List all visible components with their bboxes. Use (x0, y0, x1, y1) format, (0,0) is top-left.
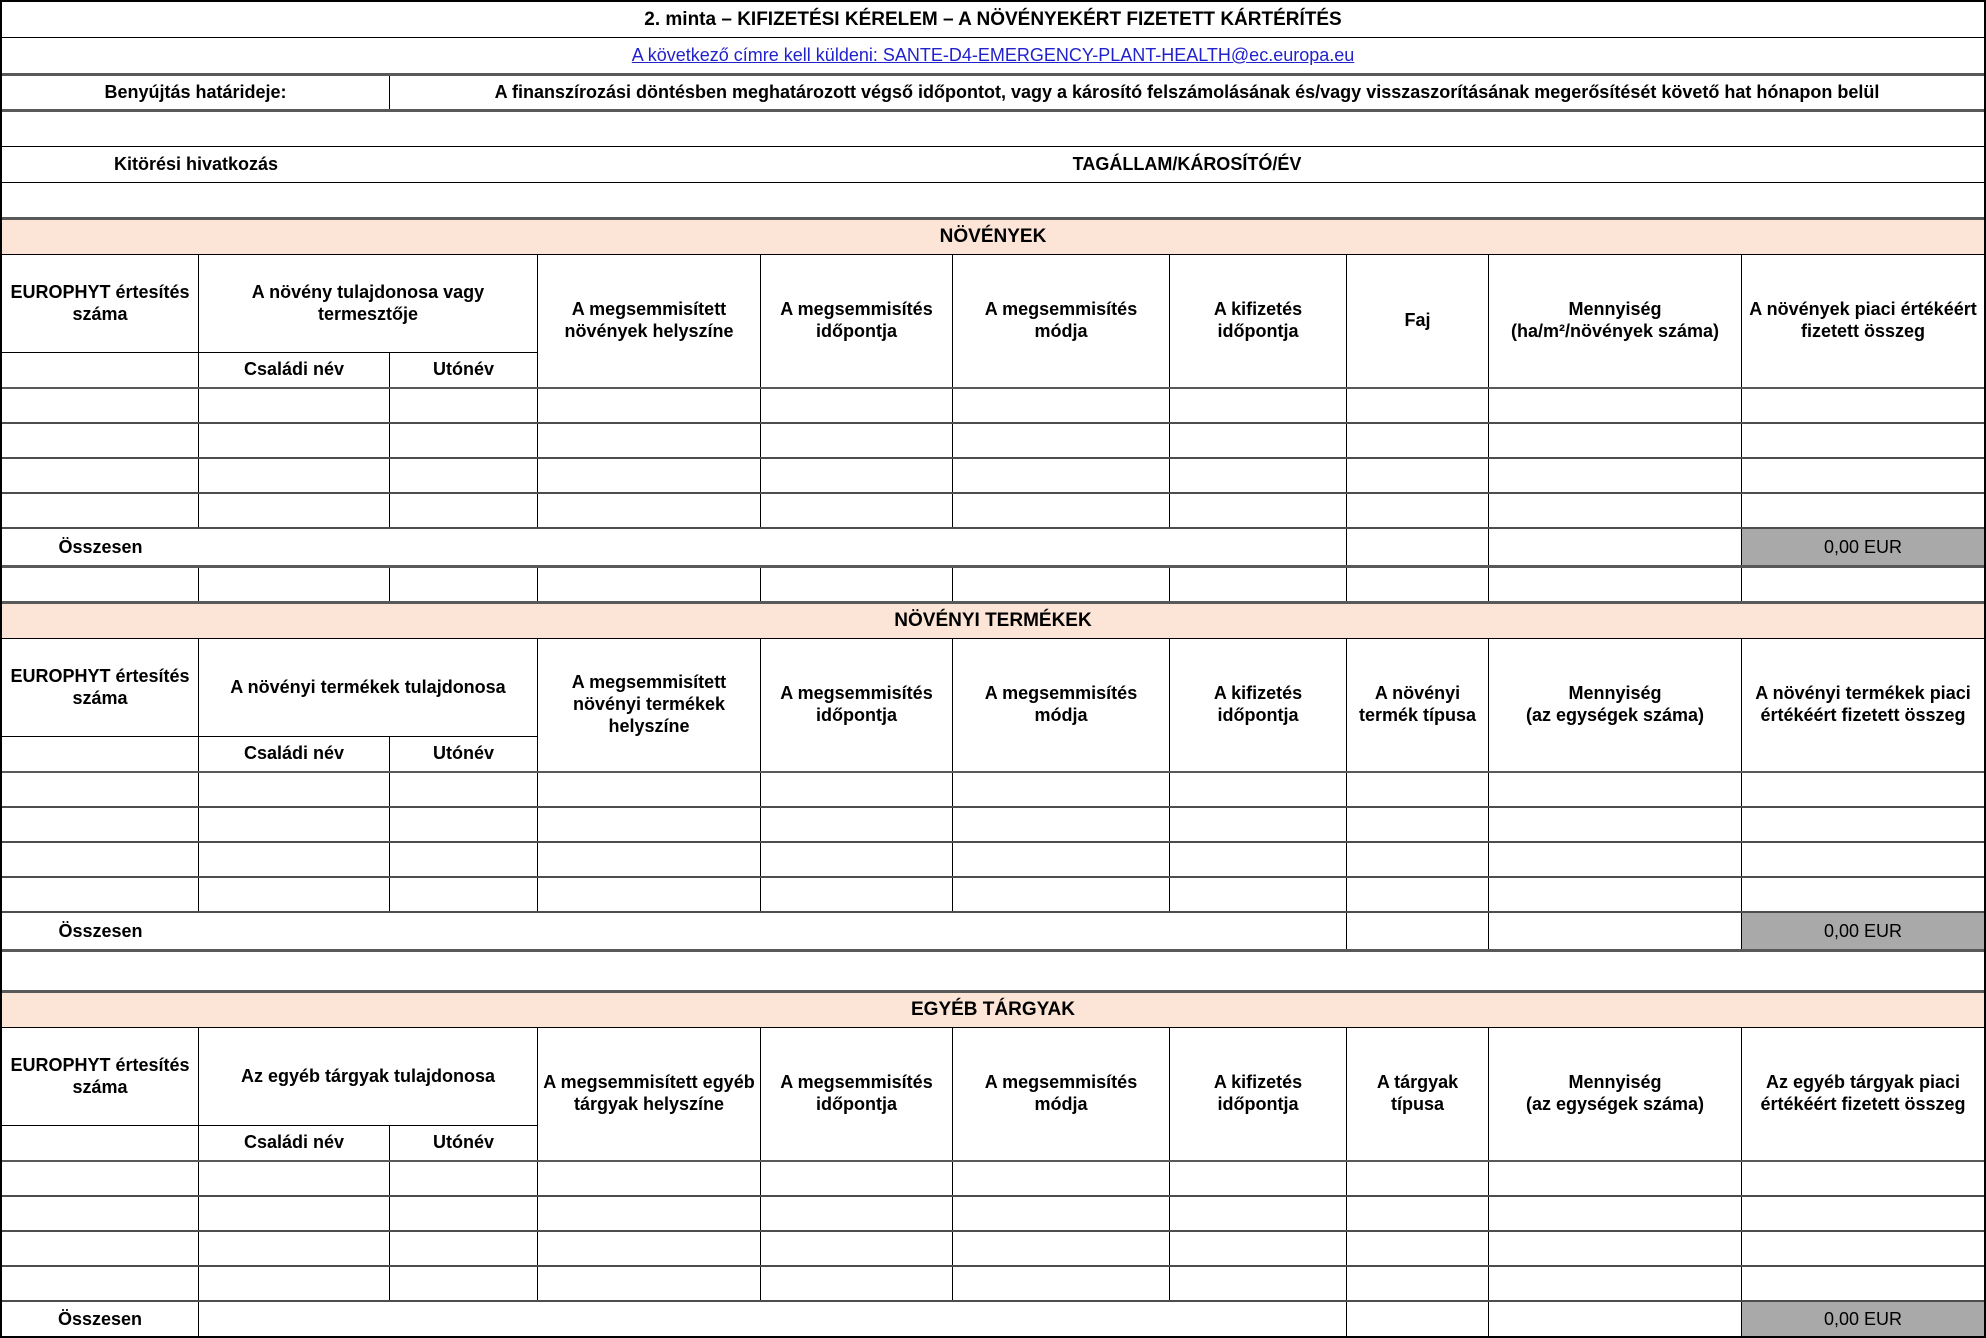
empty-cell[interactable] (1170, 459, 1347, 492)
empty-cell[interactable] (538, 1232, 761, 1265)
empty-cell[interactable] (2, 494, 199, 527)
empty-data-row (2, 1197, 1984, 1232)
empty-cell[interactable] (1489, 1197, 1742, 1230)
col-header-object-type: A tárgyak típusa (1347, 1028, 1489, 1160)
total-empty-cell (1489, 1302, 1742, 1336)
empty-cell[interactable] (199, 389, 390, 422)
empty-cell[interactable] (953, 1197, 1170, 1230)
empty-cell[interactable] (1170, 1267, 1347, 1300)
col-subheader-empty (2, 1126, 199, 1160)
empty-cell[interactable] (538, 843, 761, 876)
empty-cell[interactable] (1742, 389, 1984, 422)
empty-cell[interactable] (1170, 494, 1347, 527)
spacer-row (2, 952, 1984, 993)
empty-cell[interactable] (1489, 424, 1742, 457)
quantity-line2: (az egységek száma) (1525, 1094, 1705, 1114)
spacer-row (2, 112, 1984, 147)
col-header-quantity (1489, 639, 1742, 771)
empty-cell[interactable] (1170, 773, 1347, 806)
deadline-label: Benyújtás határideje: (2, 76, 390, 109)
empty-cell[interactable] (2, 424, 199, 457)
empty-cell[interactable] (761, 878, 953, 911)
empty-cell[interactable] (199, 773, 390, 806)
empty-cell[interactable] (1170, 1197, 1347, 1230)
form-title-row (2, 2, 1984, 38)
empty-data-row (2, 494, 1984, 529)
empty-cell[interactable] (199, 568, 390, 601)
empty-cell[interactable] (1742, 1162, 1984, 1195)
outbreak-reference-label: Kitörési hivatkozás (113, 154, 279, 174)
empty-cell[interactable] (199, 424, 390, 457)
empty-cell[interactable] (1347, 1232, 1489, 1265)
total-empty-cell (1347, 1302, 1489, 1336)
section-title-label: NÖVÉNYI TERMÉKEK (894, 610, 1092, 631)
empty-cell[interactable] (1742, 1232, 1984, 1265)
other-objects-data-rows (2, 1162, 1984, 1302)
empty-cell[interactable] (390, 389, 538, 422)
empty-cell[interactable] (390, 773, 538, 806)
total-label: Összesen (58, 536, 143, 557)
empty-cell[interactable] (953, 568, 1170, 601)
plants-table-header (2, 255, 1984, 389)
empty-cell[interactable] (538, 1162, 761, 1195)
empty-cell[interactable] (953, 1267, 1170, 1300)
section-title-plants (2, 220, 1984, 255)
empty-cell[interactable] (1170, 1232, 1347, 1265)
empty-cell[interactable] (953, 773, 1170, 806)
empty-cell[interactable] (1489, 878, 1742, 911)
empty-cell[interactable] (538, 459, 761, 492)
col-header-quantity (1489, 255, 1742, 387)
member-state-pest-year-label: TAGÁLLAM/KÁROSÍTÓ/ÉV (1072, 154, 1302, 174)
empty-cell[interactable] (538, 1267, 761, 1300)
col-header-payment-date: A kifizetés időpontja (1170, 255, 1347, 387)
empty-cell[interactable] (953, 843, 1170, 876)
empty-cell[interactable] (390, 878, 538, 911)
empty-cell[interactable] (199, 808, 390, 841)
col-subheader-family-name: Családi név (199, 737, 390, 771)
empty-cell[interactable] (1489, 459, 1742, 492)
col-subheader-family-name: Családi név (199, 353, 390, 387)
empty-cell[interactable] (953, 494, 1170, 527)
empty-cell[interactable] (1347, 424, 1489, 457)
empty-cell[interactable] (1742, 878, 1984, 911)
total-spacer-cell (199, 529, 1347, 565)
plant-products-table-header (2, 639, 1984, 773)
col-header-species: Faj (1347, 255, 1489, 387)
empty-cell[interactable] (1170, 843, 1347, 876)
col-header-amount-paid: A növények piaci értékéért fizetett összeg (1749, 299, 1977, 341)
col-header-location: A megsemmisített növények helyszíne (538, 255, 761, 387)
empty-cell[interactable] (1347, 1267, 1489, 1300)
empty-cell[interactable] (538, 568, 761, 601)
col-subheader-given-name: Utónév (390, 737, 538, 771)
empty-cell[interactable] (761, 843, 953, 876)
empty-cell[interactable] (1347, 773, 1489, 806)
empty-cell[interactable] (761, 389, 953, 422)
empty-cell[interactable] (1347, 389, 1489, 422)
col-header-owner: Az egyéb tárgyak tulajdonosa (199, 1028, 538, 1126)
empty-cell[interactable] (953, 1162, 1170, 1195)
section-title-other-objects (2, 993, 1984, 1028)
empty-cell[interactable] (1489, 773, 1742, 806)
empty-cell[interactable] (538, 808, 761, 841)
col-header-destruction-method: A megsemmisítés módja (953, 255, 1170, 387)
empty-cell[interactable] (538, 1197, 761, 1230)
empty-cell[interactable] (761, 1267, 953, 1300)
empty-cell[interactable] (953, 389, 1170, 422)
empty-cell[interactable] (2, 568, 199, 601)
empty-cell[interactable] (761, 1197, 953, 1230)
col-header-location: A megsemmisített növényi termékek helyszíne (538, 639, 761, 771)
total-empty-cell (1489, 529, 1742, 565)
col-header-destruction-date: A megsemmisítés időpontja (761, 1028, 953, 1160)
empty-cell[interactable] (2, 878, 199, 911)
empty-data-row (2, 1162, 1984, 1197)
empty-cell[interactable] (1489, 1267, 1742, 1300)
col-subheader-given-name: Utónév (390, 1126, 538, 1160)
empty-cell[interactable] (538, 878, 761, 911)
empty-cell[interactable] (761, 1162, 953, 1195)
empty-data-row (2, 808, 1984, 843)
total-empty-cell (1347, 529, 1489, 565)
empty-cell[interactable] (953, 808, 1170, 841)
quantity-line1: Mennyiség (1568, 1072, 1662, 1093)
empty-cell[interactable] (761, 1232, 953, 1265)
empty-cell[interactable] (1170, 1162, 1347, 1195)
empty-cell[interactable] (1347, 1162, 1489, 1195)
total-empty-cell (1347, 913, 1489, 949)
quantity-line1: Mennyiség (1568, 299, 1662, 320)
empty-cell[interactable] (2, 773, 199, 806)
send-to-row (2, 38, 1984, 76)
other-objects-total-row (2, 1302, 1984, 1336)
empty-cell[interactable] (1489, 389, 1742, 422)
empty-cell[interactable] (1742, 1197, 1984, 1230)
empty-cell[interactable] (1170, 389, 1347, 422)
empty-cell[interactable] (390, 424, 538, 457)
section-title-plant-products (2, 604, 1984, 639)
empty-cell[interactable] (761, 568, 953, 601)
col-header-amount-paid: A növényi termékek piaci értékéért fizetett összeg (1755, 683, 1971, 725)
col-header-europhyt: EUROPHYT értesítés száma (2, 1028, 199, 1126)
empty-cell[interactable] (1489, 568, 1742, 601)
deadline-text: A finanszírozási döntésben meghatározott végső időpontot, vagy a károsító felszámolásának és/vagy visszaszorításának megerősítését követő hat hónapon belül (494, 82, 1880, 102)
empty-cell[interactable] (1489, 808, 1742, 841)
empty-data-row (2, 389, 1984, 424)
total-amount-value: 0,00 EUR (1742, 913, 1984, 949)
empty-cell[interactable] (199, 459, 390, 492)
empty-cell[interactable] (1347, 1197, 1489, 1230)
empty-cell[interactable] (199, 878, 390, 911)
empty-cell[interactable] (199, 1267, 390, 1300)
deadline-row (2, 76, 1984, 112)
empty-cell[interactable] (390, 1197, 538, 1230)
col-header-owner: A növényi termékek tulajdonosa (199, 639, 538, 737)
outbreak-reference-row (2, 147, 1984, 183)
empty-cell[interactable] (199, 843, 390, 876)
col-header-amount-paid: Az egyéb tárgyak piaci értékéért fizetett összeg (1760, 1072, 1966, 1114)
col-header-destruction-method: A megsemmisítés módja (953, 1028, 1170, 1160)
empty-cell[interactable] (1742, 424, 1984, 457)
empty-data-row (2, 424, 1984, 459)
empty-cell[interactable] (1489, 1162, 1742, 1195)
empty-cell[interactable] (1742, 568, 1984, 601)
empty-cell[interactable] (1347, 878, 1489, 911)
section-title-label: NÖVÉNYEK (939, 226, 1047, 247)
total-spacer-cell (199, 913, 1347, 949)
other-objects-table-header (2, 1028, 1984, 1162)
empty-cell[interactable] (1742, 459, 1984, 492)
plants-total-row (2, 529, 1984, 568)
plants-data-rows (2, 389, 1984, 529)
empty-cell[interactable] (953, 878, 1170, 911)
empty-cell[interactable] (761, 494, 953, 527)
total-amount-value: 0,00 EUR (1742, 529, 1984, 565)
empty-cell[interactable] (199, 1197, 390, 1230)
total-spacer-cell (199, 1302, 1347, 1336)
empty-cell[interactable] (1170, 424, 1347, 457)
empty-cell[interactable] (1489, 494, 1742, 527)
empty-cell[interactable] (1489, 1232, 1742, 1265)
empty-cell[interactable] (1742, 494, 1984, 527)
empty-cell[interactable] (199, 1232, 390, 1265)
quantity-line2: (az egységek száma) (1525, 705, 1705, 725)
section-title-label: EGYÉB TÁRGYAK (911, 999, 1075, 1020)
col-header-payment-date: A kifizetés időpontja (1170, 1028, 1347, 1160)
col-header-destruction-date: A megsemmisítés időpontja (761, 639, 953, 771)
empty-data-row (2, 773, 1984, 808)
email-link[interactable]: A következő címre kell küldeni: SANTE-D4-EMERGENCY-PLANT-HEALTH@ec.europa.eu (631, 45, 1355, 65)
empty-cell[interactable] (1347, 843, 1489, 876)
empty-cell[interactable] (1347, 808, 1489, 841)
col-header-europhyt: EUROPHYT értesítés száma (2, 255, 199, 353)
col-subheader-family-name: Családi név (199, 1126, 390, 1160)
empty-cell[interactable] (390, 459, 538, 492)
empty-cell[interactable] (538, 494, 761, 527)
empty-cell[interactable] (761, 424, 953, 457)
empty-cell[interactable] (761, 459, 953, 492)
empty-cell[interactable] (953, 424, 1170, 457)
empty-cell[interactable] (2, 843, 199, 876)
empty-cell[interactable] (761, 808, 953, 841)
empty-cell[interactable] (1347, 459, 1489, 492)
col-subheader-empty (2, 737, 199, 771)
empty-cell[interactable] (390, 843, 538, 876)
empty-cell[interactable] (1742, 1267, 1984, 1300)
col-subheader-given-name: Utónév (390, 353, 538, 387)
total-label: Összesen (2, 1302, 199, 1336)
empty-cell[interactable] (1347, 494, 1489, 527)
empty-cell[interactable] (2, 1162, 199, 1195)
empty-cell[interactable] (2, 1267, 199, 1300)
empty-data-row (2, 878, 1984, 913)
col-header-destruction-method: A megsemmisítés módja (953, 639, 1170, 771)
empty-cell[interactable] (1347, 568, 1489, 601)
empty-data-row (2, 459, 1984, 494)
empty-data-row (2, 843, 1984, 878)
empty-cell[interactable] (953, 1232, 1170, 1265)
empty-cell[interactable] (390, 1162, 538, 1195)
empty-cell[interactable] (538, 389, 761, 422)
empty-cell[interactable] (390, 808, 538, 841)
total-label: Összesen (58, 920, 143, 941)
col-header-quantity (1489, 1028, 1742, 1160)
plant-products-total-row (2, 913, 1984, 952)
empty-cell[interactable] (390, 1267, 538, 1300)
col-header-owner: A növény tulajdonosa vagy termesztője (199, 255, 538, 353)
total-empty-cell (1489, 913, 1742, 949)
empty-cell[interactable] (2, 1197, 199, 1230)
empty-cell[interactable] (199, 494, 390, 527)
quantity-line1: Mennyiség (1568, 683, 1662, 704)
empty-cell[interactable] (199, 1162, 390, 1195)
col-header-product-type: A növényi termék típusa (1347, 639, 1489, 771)
empty-cell[interactable] (538, 424, 761, 457)
empty-cell[interactable] (1170, 878, 1347, 911)
col-header-destruction-date: A megsemmisítés időpontja (761, 255, 953, 387)
empty-cell[interactable] (2, 1232, 199, 1265)
col-subheader-empty (2, 353, 199, 387)
spacer-row (2, 183, 1984, 220)
quantity-line2: (ha/m²/növények száma) (1510, 321, 1720, 341)
empty-cell[interactable] (390, 568, 538, 601)
empty-data-row (2, 568, 1984, 604)
empty-cell[interactable] (538, 773, 761, 806)
empty-cell[interactable] (1170, 568, 1347, 601)
col-header-payment-date: A kifizetés időpontja (1170, 639, 1347, 771)
empty-cell[interactable] (1742, 773, 1984, 806)
empty-cell[interactable] (1742, 843, 1984, 876)
plant-products-data-rows (2, 773, 1984, 913)
empty-cell[interactable] (390, 1232, 538, 1265)
empty-cell[interactable] (2, 389, 199, 422)
col-header-location: A megsemmisített egyéb tárgyak helyszíne (538, 1028, 761, 1160)
empty-cell[interactable] (2, 808, 199, 841)
empty-cell[interactable] (953, 459, 1170, 492)
empty-cell[interactable] (1489, 843, 1742, 876)
empty-data-row (2, 1232, 1984, 1267)
empty-data-row (2, 1267, 1984, 1302)
total-amount-value: 0,00 EUR (1742, 1302, 1984, 1336)
empty-cell[interactable] (761, 773, 953, 806)
page-title: 2. minta – KIFIZETÉSI KÉRELEM – A NÖVÉNYEKÉRT FIZETETT KÁRTÉRÍTÉS (644, 8, 1342, 30)
col-header-europhyt: EUROPHYT értesítés száma (2, 639, 199, 737)
empty-cell[interactable] (1170, 808, 1347, 841)
empty-cell[interactable] (1742, 808, 1984, 841)
empty-cell[interactable] (2, 459, 199, 492)
empty-cell[interactable] (390, 494, 538, 527)
